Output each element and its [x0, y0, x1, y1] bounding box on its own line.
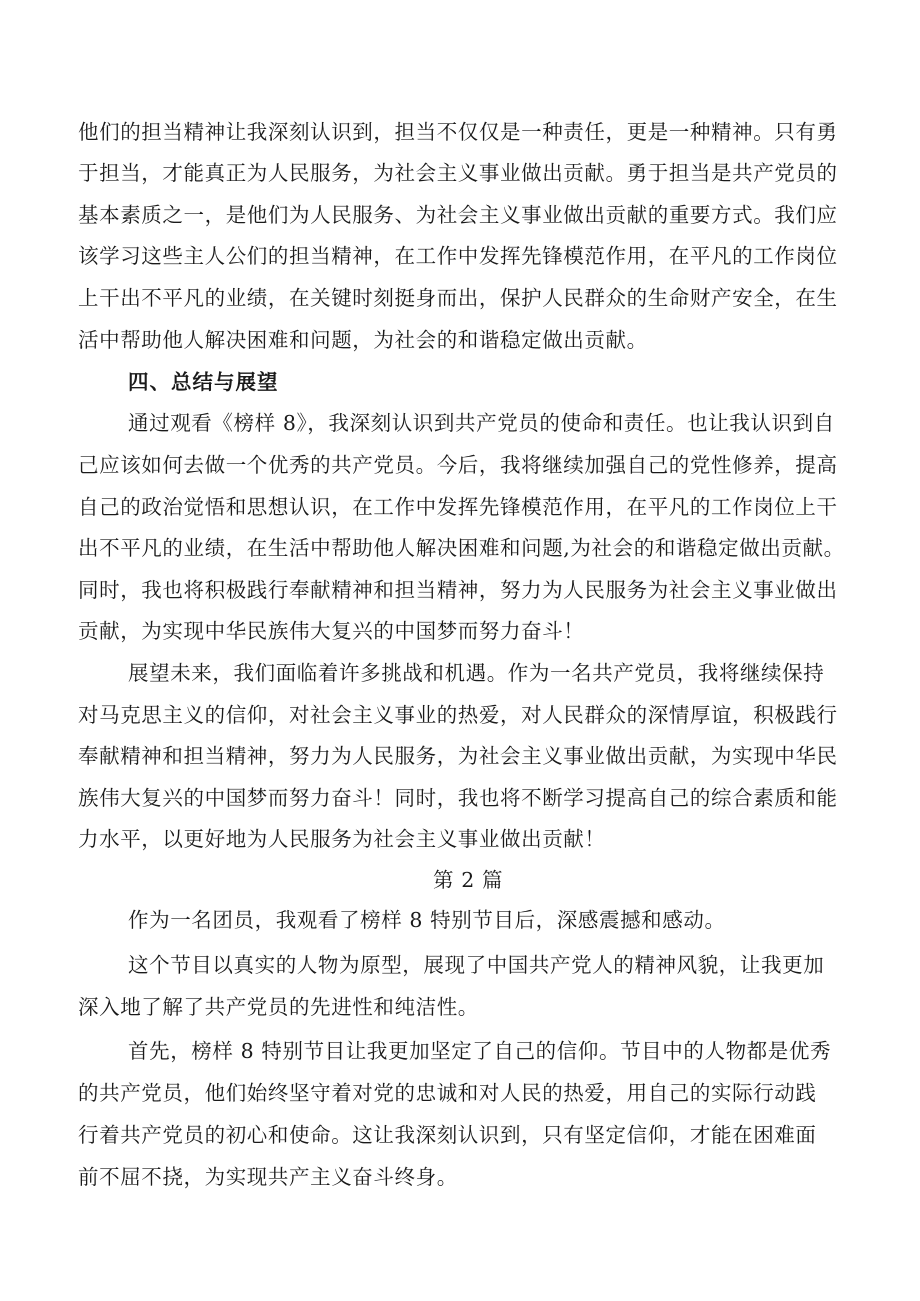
paragraph-6-line: 的共产党员，他们始终坚守着对党的忠诚和对人民的热爱，用自己的实际行动践 — [78, 1081, 817, 1105]
paragraph-1-line: 基本素质之一，是他们为人民服务、为社会主义事业做出贡献的重要方式。我们应 — [78, 203, 838, 227]
paragraph-3-line: 对马克思主义的信仰，对社会主义事业的热爱，对人民群众的深情厚谊，积极践行 — [78, 703, 838, 727]
paragraph-6-line: 前不屈不挠，为实现共产主义奋斗终身。 — [78, 1165, 458, 1189]
paragraph-2-line: 自己的政治觉悟和思想认识，在工作中发挥先锋模范作用，在平凡的工作岗位上干 — [78, 495, 838, 519]
paragraph-1-line: 该学习这些主人公们的担当精神，在工作中发挥先锋模范作用，在平凡的工作岗位 — [78, 244, 838, 268]
paragraph-3-line: 奉献精神和担当精神，努力为人民服务，为社会主义事业做出贡献，为实现中华民 — [78, 744, 838, 768]
paragraph-3-line: 力水平，以更好地为人民服务为社会主义事业做出贡献！ — [78, 827, 606, 851]
section-heading: 四、总结与展望 — [128, 370, 279, 394]
paragraph-1-line: 他们的担当精神让我深刻认识到，担当不仅仅是一种责任，更是一种精神。只有勇 — [78, 120, 838, 144]
paragraph-2-line: 出不平凡的业绩，在生活中帮助他人解决困难和问题,为社会的和谐稳定做出贡献。 — [78, 536, 845, 560]
paragraph-6-line: 首先，榜样 8 特别节目让我更加坚定了自己的信仰。节目中的人物都是优秀 — [128, 1039, 832, 1063]
paragraph-2-line: 同时，我也将积极践行奉献精神和担当精神，努力为人民服务为社会主义事业做出 — [78, 578, 838, 602]
paragraph-1-line: 于担当，才能真正为人民服务，为社会主义事业做出贡献。勇于担当是共产党员的 — [78, 161, 838, 185]
paragraph-6-line: 行着共产党员的初心和使命。这让我深刻认识到，只有坚定信仰，才能在困难面 — [78, 1123, 817, 1147]
section-title: 第 2 篇 — [433, 868, 504, 892]
paragraph-3-line: 族伟大复兴的中国梦而努力奋斗！同时，我也将不断学习提高自己的综合素质和能 — [78, 786, 838, 810]
paragraph-2-line: 通过观看《榜样 8》，我深刻认识到共产党员的使命和责任。也让我认识到自 — [128, 411, 835, 435]
paragraph-1-line: 上干出不平凡的业绩，在关键时刻挺身而出，保护人民群众的生命财产安全，在生 — [78, 286, 838, 310]
paragraph-2-line: 贡献，为实现中华民族伟大复兴的中国梦而努力奋斗！ — [78, 619, 585, 643]
paragraph-2-line: 己应该如何去做一个优秀的共产党员。今后，我将继续加强自己的党性修养，提高 — [78, 453, 838, 477]
paragraph-3-line: 展望未来，我们面临着许多挑战和机遇。作为一名共产党员，我将继续保持 — [128, 661, 825, 685]
paragraph-5-line: 深入地了解了共产党员的先进性和纯洁性。 — [78, 995, 479, 1019]
paragraph-1-line: 活中帮助他人解决困难和问题，为社会的和谐稳定做出贡献。 — [78, 328, 648, 352]
paragraph-5-line: 这个节目以真实的人物为原型，展现了中国共产党人的精神风貌，让我更加 — [128, 953, 825, 977]
paragraph-4-line: 作为一名团员，我观看了榜样 8 特别节目后，深感震撼和感动。 — [128, 908, 726, 932]
